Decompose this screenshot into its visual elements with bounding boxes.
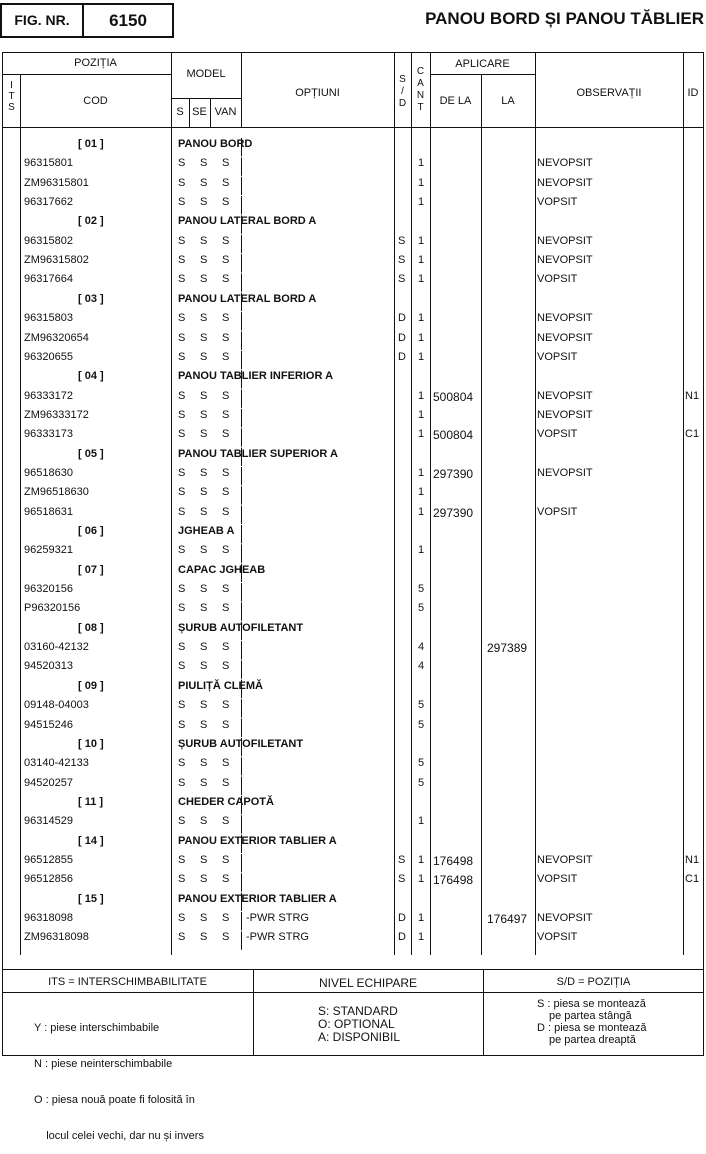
- model-se: S: [200, 873, 208, 886]
- legend-sd-title: S/D = POZIȚIA: [556, 976, 631, 988]
- option: -PWR STRG: [246, 912, 309, 924]
- quantity: 5: [418, 583, 425, 596]
- part-description: ȘURUB AUTOFILETANT: [178, 737, 304, 750]
- model-s: S: [178, 660, 186, 673]
- observation: NEVOPSIT: [537, 312, 593, 325]
- quantity: 1: [418, 428, 425, 441]
- side: D: [398, 312, 406, 325]
- model-van: S: [222, 234, 230, 247]
- from-serial: 500804: [433, 428, 474, 443]
- observation: NEVOPSIT: [537, 912, 593, 924]
- part-code: ZM96333172: [24, 408, 89, 421]
- legend-sd-list: [537, 998, 646, 1046]
- side: S: [398, 273, 406, 286]
- observation: NEVOPSIT: [537, 466, 593, 479]
- option: -PWR STRG: [246, 931, 309, 944]
- side: D: [398, 931, 406, 944]
- part-code: ZM96315802: [24, 254, 89, 267]
- legend-nivel-line: A: DISPONIBIL: [318, 1030, 401, 1044]
- col-pozitia: POZIȚIA: [74, 57, 117, 69]
- model-s: S: [178, 254, 186, 267]
- model-s: S: [178, 428, 186, 441]
- part-code: 96314529: [24, 815, 73, 828]
- quantity: 5: [418, 699, 425, 712]
- page-title: PANOU BORD ȘI PANOU TĂBLIER: [425, 9, 704, 28]
- quantity: 1: [418, 873, 425, 886]
- observation: NEVOPSIT: [537, 157, 593, 170]
- model-se: S: [200, 389, 208, 402]
- model-se: S: [200, 602, 208, 615]
- col-la: LA: [501, 95, 515, 107]
- part-code: 96518630: [24, 466, 73, 479]
- part-code: 96317662: [24, 196, 73, 209]
- model-s: S: [178, 312, 186, 325]
- legend-sd-line: S : piesa se montează: [537, 998, 646, 1010]
- side: S: [398, 254, 406, 267]
- legend-its-title: ITS = INTERSCHIMBABILITATE: [48, 976, 207, 988]
- part-description: PIULIȚĂ CLEMĂ: [178, 679, 263, 692]
- part-code: 94520313: [24, 660, 73, 673]
- quantity: 1: [418, 312, 425, 325]
- part-code: 96318098: [24, 912, 73, 924]
- to-serial: 297389: [487, 641, 528, 656]
- part-description: JGHEAB A: [178, 525, 235, 537]
- position-number: [ 15 ]: [78, 892, 104, 905]
- col-dela: DE LA: [439, 95, 472, 107]
- observation: VOPSIT: [537, 873, 578, 886]
- part-code: 96315802: [24, 234, 73, 247]
- part-code: 96315801: [24, 157, 73, 170]
- side: D: [398, 331, 406, 344]
- model-s: S: [178, 718, 186, 731]
- position-number: [ 09 ]: [78, 679, 104, 692]
- observation: VOPSIT: [537, 931, 578, 944]
- part-code: 03140-42133: [24, 757, 89, 770]
- col-model-s: S: [176, 106, 184, 118]
- model-van: S: [222, 428, 230, 441]
- model-se: S: [200, 312, 208, 325]
- quantity: 1: [418, 389, 425, 402]
- observation: NEVOPSIT: [537, 254, 593, 267]
- legend-nivel-line: S: STANDARD: [318, 1004, 398, 1018]
- model-se: S: [200, 486, 208, 499]
- position-number: [ 14 ]: [78, 834, 104, 847]
- model-van: S: [222, 350, 230, 363]
- model-van: S: [222, 931, 230, 944]
- quantity: 1: [418, 466, 425, 479]
- col-cod: COD: [83, 95, 108, 107]
- observation: VOPSIT: [537, 350, 578, 363]
- model-van: S: [222, 544, 230, 557]
- part-code: 96512855: [24, 853, 73, 866]
- part-code: 09148-04003: [24, 699, 89, 712]
- model-se: S: [200, 853, 208, 866]
- model-se: S: [200, 331, 208, 344]
- model-se: S: [200, 699, 208, 712]
- quantity: 1: [418, 853, 425, 866]
- observation: NEVOPSIT: [537, 331, 593, 344]
- model-se: S: [200, 157, 208, 170]
- model-se: S: [200, 466, 208, 479]
- side: S: [398, 873, 406, 886]
- part-code: 96320156: [24, 583, 73, 596]
- id-code: N1: [685, 389, 700, 402]
- position-number: [ 07 ]: [78, 563, 104, 576]
- part-code: ZM96320654: [24, 331, 89, 344]
- quantity: 1: [418, 234, 425, 247]
- model-s: S: [178, 641, 186, 654]
- col-model-van: VAN: [214, 106, 237, 118]
- model-se: S: [200, 660, 208, 673]
- part-description: ȘURUB AUTOFILETANT: [178, 621, 304, 634]
- part-code: 94520257: [24, 776, 73, 789]
- quantity: 1: [418, 350, 425, 363]
- part-code: ZM96318098: [24, 931, 89, 944]
- model-van: S: [222, 718, 230, 731]
- id-code: N1: [685, 853, 700, 866]
- model-van: S: [222, 873, 230, 886]
- quantity: 1: [418, 176, 425, 189]
- quantity: 1: [418, 408, 425, 421]
- part-code: 96518631: [24, 505, 73, 518]
- part-description: PANOU TABLIER SUPERIOR A: [178, 447, 338, 460]
- part-code: 96259321: [24, 544, 73, 557]
- model-s: S: [178, 602, 186, 615]
- model-van: S: [222, 660, 230, 673]
- observation: VOPSIT: [537, 505, 578, 518]
- legend-its-line: O : piesa nouă poate fi folosită în: [34, 1094, 195, 1106]
- observation: VOPSIT: [537, 196, 578, 209]
- col-aplicare: APLICARE: [455, 58, 510, 70]
- observation: VOPSIT: [537, 428, 578, 441]
- model-van: S: [222, 331, 230, 344]
- part-description: CHEDER CAPOTĂ: [178, 795, 274, 808]
- position-number: [ 11 ]: [78, 795, 104, 808]
- model-s: S: [178, 350, 186, 363]
- from-serial: 500804: [433, 389, 474, 404]
- side: S: [398, 234, 406, 247]
- quantity: 1: [418, 196, 425, 209]
- model-van: S: [222, 389, 230, 402]
- part-code: 94515246: [24, 718, 73, 731]
- model-s: S: [178, 273, 186, 286]
- model-s: S: [178, 699, 186, 712]
- quantity: 5: [418, 757, 425, 770]
- model-se: S: [200, 718, 208, 731]
- part-description: CAPAC JGHEAB: [178, 563, 266, 576]
- model-s: S: [178, 331, 186, 344]
- col-observatii: OBSERVAȚII: [576, 87, 642, 99]
- model-van: S: [222, 602, 230, 615]
- col-cant: C A N T: [416, 66, 425, 113]
- model-van: S: [222, 466, 230, 479]
- quantity: 1: [418, 815, 425, 828]
- model-se: S: [200, 583, 208, 596]
- model-van: S: [222, 196, 230, 209]
- to-serial: 176497: [487, 912, 528, 926]
- part-code: 96317664: [24, 273, 73, 286]
- col-sd: S / D: [398, 74, 407, 109]
- quantity: 1: [418, 544, 425, 557]
- part-description: PANOU EXTERIOR TABLIER A: [178, 892, 337, 905]
- model-se: S: [200, 912, 208, 924]
- observation: NEVOPSIT: [537, 408, 593, 421]
- part-description: PANOU TABLIER INFERIOR A: [178, 370, 334, 383]
- model-se: S: [200, 350, 208, 363]
- part-code: 96320655: [24, 350, 73, 363]
- figure-label: FIG. NR.: [2, 5, 84, 36]
- col-id: ID: [687, 87, 699, 99]
- position-number: [ 04 ]: [78, 370, 104, 383]
- position-number: [ 03 ]: [78, 292, 104, 305]
- legend-its-line: N : piese neinterschimbabile: [34, 1058, 173, 1070]
- model-van: S: [222, 699, 230, 712]
- col-model: MODEL: [186, 68, 226, 80]
- model-van: S: [222, 641, 230, 654]
- position-number: [ 01 ]: [78, 138, 104, 150]
- model-van: S: [222, 254, 230, 267]
- model-se: S: [200, 505, 208, 518]
- model-van: S: [222, 815, 230, 828]
- part-code: 96512856: [24, 873, 73, 886]
- part-code: ZM96315801: [24, 176, 89, 189]
- model-s: S: [178, 583, 186, 596]
- legend-its-line: Y : piese interschimbabile: [34, 1022, 160, 1034]
- part-code: ZM96518630: [24, 486, 89, 499]
- model-s: S: [178, 157, 186, 170]
- quantity: 1: [418, 273, 425, 286]
- position-number: [ 10 ]: [78, 737, 104, 750]
- model-s: S: [178, 931, 186, 944]
- quantity: 1: [418, 912, 425, 924]
- model-s: S: [178, 234, 186, 247]
- model-se: S: [200, 254, 208, 267]
- model-se: S: [200, 641, 208, 654]
- model-s: S: [178, 815, 186, 828]
- model-van: S: [222, 312, 230, 325]
- quantity: 1: [418, 254, 425, 267]
- legend-its-line: locul celei vechi, dar nu și invers: [34, 1130, 204, 1142]
- model-van: S: [222, 176, 230, 189]
- from-serial: 297390: [433, 505, 474, 520]
- model-s: S: [178, 757, 186, 770]
- observation: NEVOPSIT: [537, 176, 593, 189]
- observation: NEVOPSIT: [537, 389, 593, 402]
- model-se: S: [200, 408, 208, 421]
- model-van: S: [222, 486, 230, 499]
- legend-nivel-title: NIVEL ECHIPARE: [318, 976, 418, 990]
- observation: VOPSIT: [537, 273, 578, 286]
- quantity: 4: [418, 660, 425, 673]
- model-s: S: [178, 389, 186, 402]
- model-s: S: [178, 544, 186, 557]
- part-code: 03160-42132: [24, 641, 89, 654]
- id-code: C1: [685, 428, 700, 441]
- model-s: S: [178, 176, 186, 189]
- model-van: S: [222, 505, 230, 518]
- model-s: S: [178, 486, 186, 499]
- part-code: P96320156: [24, 602, 81, 615]
- legend-nivel-line: O: OPTIONAL: [318, 1017, 395, 1031]
- position-number: [ 06 ]: [78, 525, 104, 537]
- model-van: S: [222, 776, 230, 789]
- part-code: 96333173: [24, 428, 73, 441]
- quantity: 1: [418, 331, 425, 344]
- quantity: 5: [418, 602, 425, 615]
- from-serial: 297390: [433, 466, 474, 481]
- part-description: PANOU EXTERIOR TABLIER A: [178, 834, 337, 847]
- model-van: S: [222, 583, 230, 596]
- model-s: S: [178, 912, 186, 924]
- position-number: [ 02 ]: [78, 215, 104, 228]
- from-serial: 176498: [433, 853, 474, 868]
- quantity: 1: [418, 931, 425, 944]
- side: S: [398, 853, 406, 866]
- model-se: S: [200, 757, 208, 770]
- col-its: I T S: [8, 80, 15, 113]
- model-s: S: [178, 873, 186, 886]
- model-s: S: [178, 196, 186, 209]
- model-s: S: [178, 853, 186, 866]
- position-number: [ 08 ]: [78, 621, 104, 634]
- col-optiuni: OPȚIUNI: [295, 87, 340, 99]
- model-s: S: [178, 505, 186, 518]
- part-description: PANOU LATERAL BORD A: [178, 215, 317, 228]
- model-se: S: [200, 428, 208, 441]
- col-model-se: SE: [192, 106, 207, 118]
- model-van: S: [222, 273, 230, 286]
- model-van: S: [222, 912, 230, 924]
- model-s: S: [178, 408, 186, 421]
- model-s: S: [178, 466, 186, 479]
- legend-sd-line: pe partea dreaptă: [549, 1034, 636, 1046]
- legend-sd-line: D : piesa se montează: [537, 1022, 647, 1034]
- model-se: S: [200, 776, 208, 789]
- id-code: C1: [685, 873, 700, 886]
- figure-number: 6150: [109, 11, 147, 30]
- legend-sd-line: pe partea stângă: [549, 1010, 632, 1022]
- quantity: 5: [418, 718, 425, 731]
- observation: NEVOPSIT: [537, 853, 593, 866]
- model-se: S: [200, 544, 208, 557]
- observation: NEVOPSIT: [537, 234, 593, 247]
- model-se: S: [200, 815, 208, 828]
- model-s: S: [178, 776, 186, 789]
- quantity: 5: [418, 776, 425, 789]
- part-code: 96333172: [24, 389, 73, 402]
- part-code: 96315803: [24, 312, 73, 325]
- model-van: S: [222, 157, 230, 170]
- part-description: PANOU BORD: [178, 138, 253, 150]
- quantity: 1: [418, 486, 425, 499]
- model-van: S: [222, 757, 230, 770]
- model-se: S: [200, 273, 208, 286]
- part-description: PANOU LATERAL BORD A: [178, 292, 317, 305]
- model-se: S: [200, 931, 208, 944]
- model-se: S: [200, 234, 208, 247]
- model-se: S: [200, 196, 208, 209]
- quantity: 1: [418, 505, 425, 518]
- model-van: S: [222, 853, 230, 866]
- side: D: [398, 912, 406, 924]
- side: D: [398, 350, 406, 363]
- position-number: [ 05 ]: [78, 447, 104, 460]
- from-serial: 176498: [433, 873, 474, 888]
- quantity: 4: [418, 641, 425, 654]
- quantity: 1: [418, 157, 425, 170]
- legend-its-list: [34, 998, 204, 1154]
- legend-nivel-list: [318, 1005, 400, 1044]
- model-se: S: [200, 176, 208, 189]
- model-van: S: [222, 408, 230, 421]
